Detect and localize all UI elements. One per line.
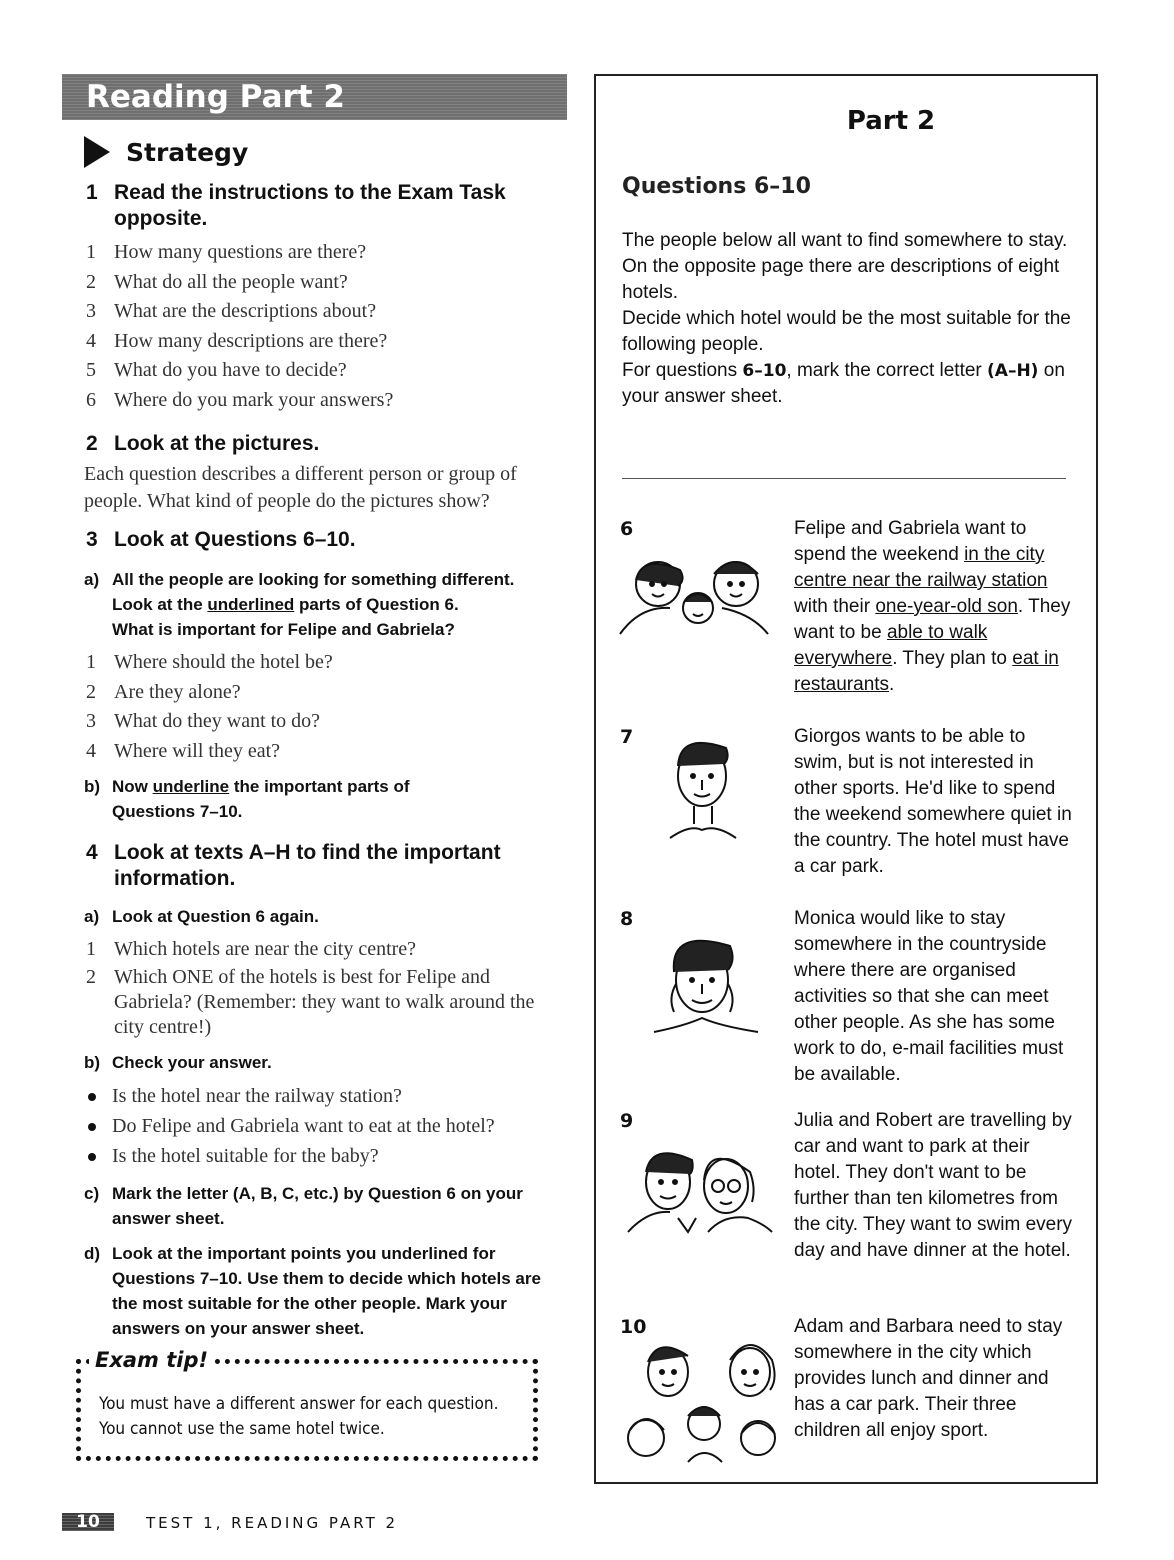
questions-heading: Questions 6–10 [622, 174, 811, 199]
section-banner: Reading Part 2 [62, 74, 567, 120]
page-number: 10 [62, 1513, 114, 1531]
strategy-column [62, 74, 567, 1461]
divider [622, 478, 1066, 479]
step-4d: d) Look at the important points you underlined for Questions 7–10. Use them to decide which hotels are the most suitable for the other people. Mark your answers on your answer sheet. [84, 1243, 541, 1338]
step-4b: b) Check your answer. [84, 1052, 272, 1072]
step-4-bullets [62, 1081, 567, 1171]
step-2-heading: 2 Look at the pictures. [86, 432, 320, 455]
strategy-heading [84, 136, 567, 168]
step-3a: a) All the people are looking for something different. Look at the underlined parts of Question 6. What is important for Felipe and Gabriela? [84, 570, 515, 639]
exam-tip-box [76, 1347, 538, 1461]
instructions: The people below all want to find somewhere to stay. On the opposite page there are descriptions of eight hotels. Decide which hotel would be the most suitable for the following people. For questions 6–10, mark the correct letter (A–H) on your answer sheet. [622, 230, 1071, 407]
man-illustration [656, 726, 746, 841]
list-item: Is the hotel suitable for the baby? [62, 1141, 567, 1171]
list-item: 2 What do all the people want? [86, 270, 348, 293]
list-item: Do Felipe and Gabriela want to eat at the hotel? [62, 1111, 567, 1141]
step-4c: c) Mark the letter (A, B, C, etc.) by Question 6 on your answer sheet. [84, 1183, 523, 1228]
list-item: 6 Where do you mark your answers? [86, 388, 394, 411]
question-7-number: 7 [620, 726, 634, 748]
list-item: 4 How many descriptions are there? [86, 329, 388, 352]
exam-tip-label: Exam tip! [89, 1348, 214, 1372]
family-illustration [614, 546, 774, 636]
step-3b: b) Now underline the important parts of Questions 7–10. [84, 777, 410, 821]
list-item: 5 What do you have to decide? [86, 359, 347, 381]
list-item: 1 Where should the hotel be? [86, 651, 333, 673]
step-1-questions [62, 238, 567, 415]
step-2-text: Each question describes a different person or group of people. What kind of people do the pictures show? [84, 463, 517, 512]
exam-tip-text: You must have a different answer for each question. You cannot use the same hotel twice. [99, 1393, 499, 1439]
list-item: 3 What are the descriptions about? [86, 300, 377, 322]
list-item: 2 Which ONE of the hotels is best for Felipe and Gabriela? (Remember: they want to walk around the city centre!) [86, 965, 535, 1038]
step-4-heading: 4 Look at texts A–H to find the important information. [86, 841, 501, 890]
step-3-questions [62, 648, 567, 766]
question-6-number: 6 [620, 518, 634, 540]
list-item: Is the hotel near the railway station? [62, 1081, 567, 1111]
part-title: Part 2 [846, 106, 936, 136]
question-7-text: Giorgos wants to be able to swim, but is not interested in other sports. He'd like to spend the weekend somewhere quiet in the country. The hotel must have a car park. [794, 726, 1072, 877]
question-6-text: Felipe and Gabriela want to spend the weekend in the city centre near the railway station with their one-year-old son. They want to be able to walk everywhere. They plan to eat in restaurants. [794, 518, 1071, 695]
footer-text: TEST 1, READING PART 2 [146, 1514, 399, 1532]
question-8-text: Monica would like to stay somewhere in the countryside where there are organised activities so that she can meet other people. As she has some work to do, e-mail facilities must be available. [794, 908, 1064, 1085]
question-10-number: 10 [620, 1316, 647, 1338]
list-item: 2 Are they alone? [86, 680, 241, 703]
question-9-number: 9 [620, 1110, 634, 1132]
family-of-five-illustration [618, 1338, 783, 1468]
step-3-heading: 3 Look at Questions 6–10. [86, 528, 356, 551]
step-1-heading: 1 Read the instructions to the Exam Task opposite. [86, 181, 506, 230]
woman-illustration [646, 924, 766, 1049]
strategy-label: Strategy [126, 137, 249, 167]
exam-task-panel [594, 74, 1098, 1484]
couple-illustration [618, 1140, 778, 1240]
list-item: 3 What do they want to do? [86, 710, 321, 732]
question-9-text: Julia and Robert are travelling by car and want to park at their hotel. They don't want to be further than ten kilometres from the city. They want to swim every day and have dinner at the hotel. [794, 1110, 1073, 1261]
step-4a: a) Look at Question 6 again. [84, 907, 319, 926]
question-8-number: 8 [620, 908, 634, 930]
question-10-text: Adam and Barbara need to stay somewhere in the city which provides lunch and dinner and has a car park. Their three children all enjoy sport. [794, 1316, 1063, 1441]
list-item: 1 Which hotels are near the city centre? [86, 938, 417, 960]
list-item: 1 How many questions are there? [86, 241, 367, 263]
step-4-questions [62, 935, 567, 1040]
list-item: 4 Where will they eat? [86, 739, 281, 762]
arrow-right-icon [84, 136, 110, 168]
